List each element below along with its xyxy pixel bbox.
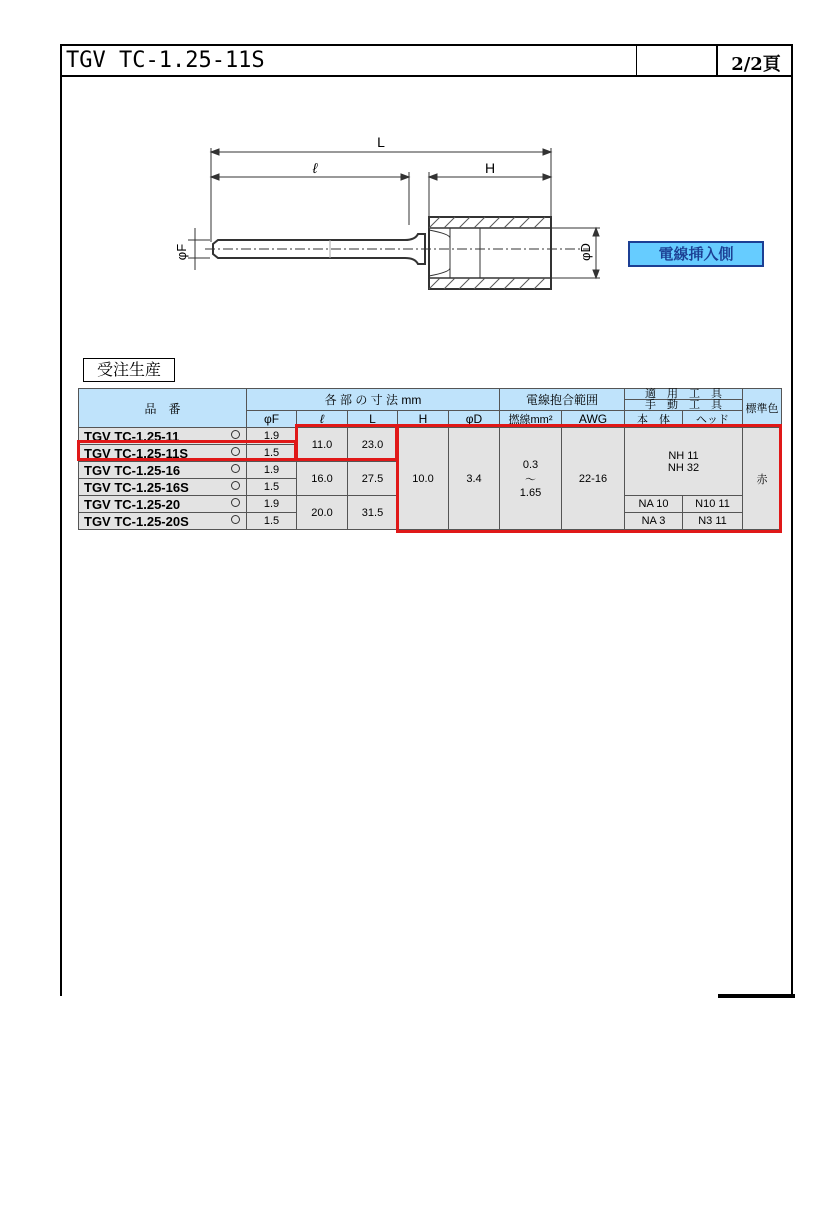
circle-icon [231,481,240,490]
highlight-common-specs [396,424,782,533]
sub-mm2: 撚線mm² [500,411,562,428]
header-color: 標準色 [743,389,782,428]
circle-icon [231,498,240,507]
cell-H: 10.0 [398,428,449,530]
part-number: TGV TC-1.25-16 [84,462,181,478]
cell-l: 20.0 [297,496,348,530]
cell-L: 31.5 [348,496,398,530]
sub-H: H [398,411,449,428]
cell-D: 3.4 [449,428,500,530]
terminal-drawing [150,130,610,305]
highlight-dimensions [295,424,398,461]
mm2-min: 0.3 [522,458,539,471]
sub-D: φD [449,411,500,428]
table-row [79,479,247,496]
cell-F: 1.9 [247,496,297,513]
cell-F: 1.5 [247,479,297,496]
sub-l: ℓ [297,411,348,428]
cell-F: 1.5 [247,445,297,462]
mm2-sep: 〜 [525,473,536,486]
mm2-max: 1.65 [519,486,542,499]
part-number: TGV TC-1.25-20 [84,496,181,512]
header-tools-sub: 手 動 工 具 [625,399,742,410]
header-empty-cell [636,44,718,77]
circle-icon [231,430,240,439]
cell-F: 1.9 [247,462,297,479]
highlight-part-row [77,440,297,461]
tool-nh11: NH 11 [668,449,699,462]
tool-nh32: NH 32 [667,461,700,474]
part-number: TGV TC-1.25-11 [84,428,180,444]
wire-insertion-side-label: 電線挿入側 [628,241,764,267]
header-tools-top: 適 用 工 具 [645,388,722,400]
part-number: TGV TC-1.25-20S [84,513,189,529]
header-dimensions: 各 部 の 寸 法 mm [247,389,500,411]
table-row [79,496,247,513]
sub-F: φF [247,411,297,428]
tool-na3: NA 3 [625,513,683,530]
dim-l-label: ℓ [312,160,318,176]
sub-awg: AWG [562,411,625,428]
cell-F: 1.9 [247,428,297,445]
sub-head: ヘッド [683,411,743,428]
made-to-order-label: 受注生産 [83,358,175,382]
footer-bar [718,994,795,998]
tool-n1011: N10 11 [683,496,743,513]
dim-F-label: φF [174,243,189,261]
dim-D-label: φD [578,243,593,261]
cell-L: 23.0 [348,428,398,462]
document-title: TGV TC-1.25-11S [66,48,265,73]
cell-l: 11.0 [297,428,348,462]
circle-icon [231,464,240,473]
page-number: 2/2頁 [731,54,781,75]
part-number: TGV TC-1.25-16S [84,479,189,495]
circle-icon [231,515,240,524]
dim-H-label: H [484,160,496,176]
header-wire-range: 電線抱合範囲 [500,389,625,411]
cell-F: 1.5 [247,513,297,530]
tool-n311: N3 11 [683,513,743,530]
tool-na10: NA 10 [625,496,683,513]
cell-L: 27.5 [348,462,398,496]
cell-awg: 22-16 [562,428,625,530]
sub-body: 本 体 [625,411,683,428]
table-row [79,513,247,530]
part-number: TGV TC-1.25-11S [84,445,189,461]
sub-L: L [348,411,398,428]
header-tools [625,389,743,411]
cell-color: 赤 [743,428,782,530]
cell-l: 16.0 [297,462,348,496]
table-row [79,462,247,479]
header-part-number: 品 番 [79,389,247,428]
dim-L-label: L [377,134,385,150]
